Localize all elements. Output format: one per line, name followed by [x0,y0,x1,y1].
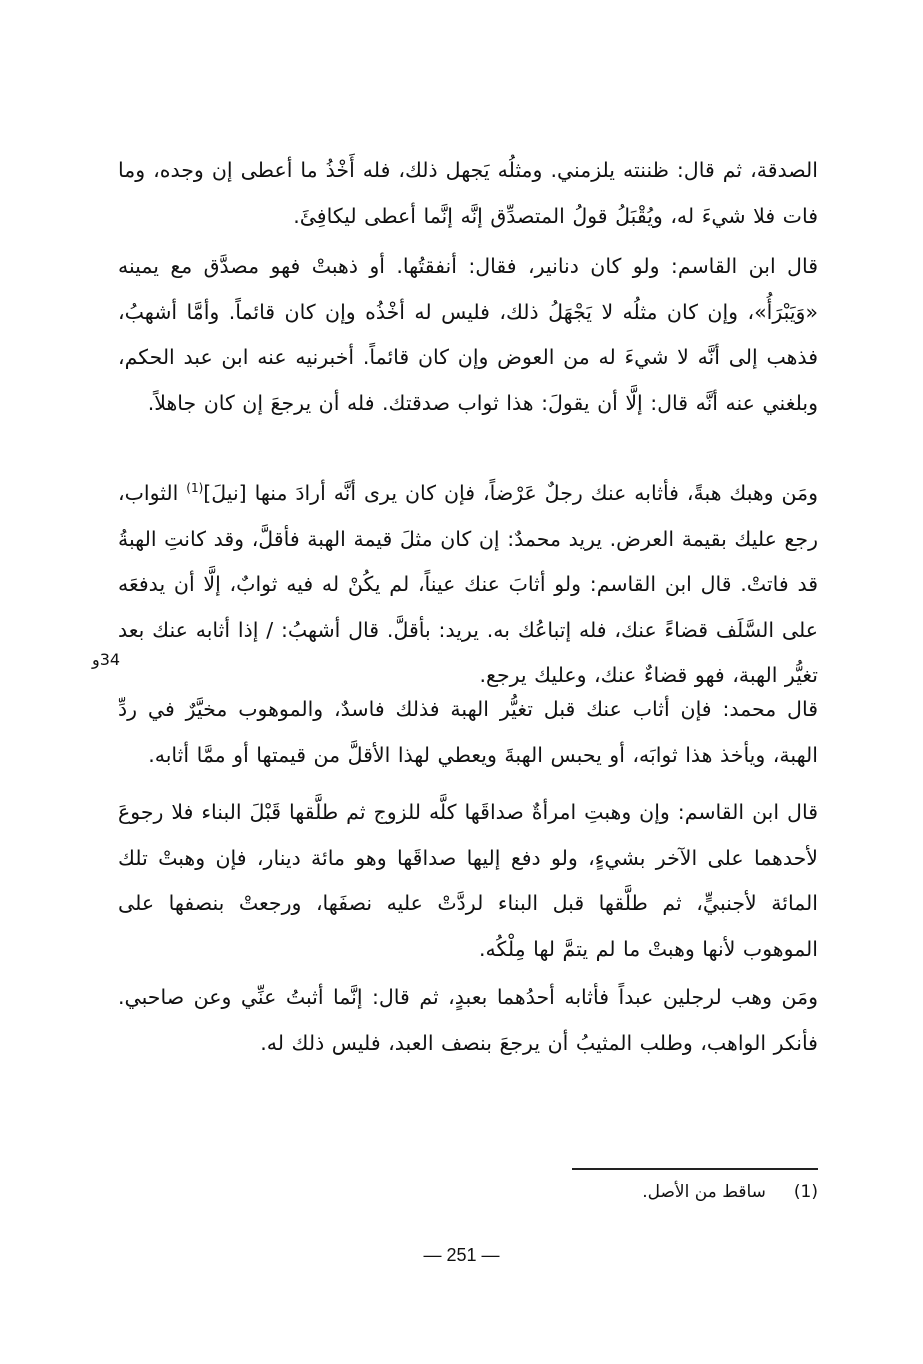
paragraph-3-continuation: الثواب، رجع عليك بقيمة العرض. يريد محمدٌ: إن كان مثلَ قيمة الهبة فأقلَّ، وقد كانتِ الهبةُ قد فاتتْ. قال ابن القاسم: ولو أثابَ عنك عيناً، لم يكُنْ له فيه ثوابٌ، إلَّا أن يدفعَه على السَّلَف قضاءً عنك، فله إتباعُك به. يريد: بأقلَّ. قال أشهبُ: / إذا أثابه عنك بعد تغيُّر الهبة، فهو قضاءٌ عنك، وعليك يرجع. [118,481,818,687]
paragraph-3 [118,471,818,699]
paragraph-5: قال ابن القاسم: وإن وهبتِ امرأةٌ صداقَها كلَّه للزوج ثم طلَّقها قَبْلَ البناء فلا رجوعَ لأحدهما على الآخر بشيءٍ، ولو دفع إليها صداقَها وهو مائة دينار، فإن وهبتْ تلك المائة لأجنبيٍّ، ثم طلَّقها قبل البناء لردَّتْ عليه نصفَها، ورجعتْ بنصفها على الموهوب لأنها وهبتْ ما لم يتمَّ لها مِلْكُه. [118,800,818,961]
paragraph-4: قال محمد: فإن أثاب عنك قبل تغيُّر الهبة فذلك فاسدٌ، والموهوب مخيَّرٌ في ردِّ الهبة، ويأخذ هذا ثوابَه، أو يحبس الهبةَ ويعطي لهذا الأقلَّ من قيمتها أو ممَّا أثابه. [118,697,818,767]
manuscript-folio-marker: 34و [92,650,121,669]
footnote [560,1177,818,1207]
footnote-reference[interactable]: (1) [186,481,204,496]
paragraph-6: ومَن وهب لرجلين عبداً فأثابه أحدُهما بعبدٍ، ثم قال: إنَّما أثبتُ عنِّي وعن صاحبي. فأنكر الواهب، وطلب المثيبُ أن يرجعَ بنصف العبد، فليس ذلك له. [118,985,818,1055]
paragraph-1: الصدقة، ثم قال: ظننته يلزمني. ومثلُه يَجهل ذلك، فله أَخْذُ ما أعطى إن وجده، وما فات فلا شيءَ له، ويُقْبَلُ قولُ المتصدِّق إنَّه إنَّما أعطى ليكافِئَ. [118,158,818,228]
footnote-divider [572,1168,818,1170]
footnote-number: (1) [793,1182,818,1202]
paragraph-3-start: ومَن وهبك هبةً، فأثابه عنك رجلٌ عَرْضاً، فإن كان يرى أنَّه أرادَ منها [نيلَ] [203,481,818,505]
paragraph-2: قال ابن القاسم: ولو كان دنانير، فقال: أنفقتُها. أو ذهبتْ فهو مصدَّق مع يمينه «وَيَبْرَأُ»، وإن كان مثلُه لا يَجْهَلُ ذلك، فليس له أخْذُه وإن كان قائماً. وأمَّا أشهبُ، فذهب إلى أنَّه لا شيءَ له من العوض وإن كان قائماً. أخبرنيه عنه ابن عبد الحكم، وبلغني عنه أنَّه قال: إلَّا أن يقولَ: هذا ثواب صدقتك. فله أن يرجعَ إن كان جاهلاً. [118,254,818,415]
footnote-text: ساقط من الأصل. [642,1182,766,1202]
page-number: — 251 — [423,1245,500,1265]
